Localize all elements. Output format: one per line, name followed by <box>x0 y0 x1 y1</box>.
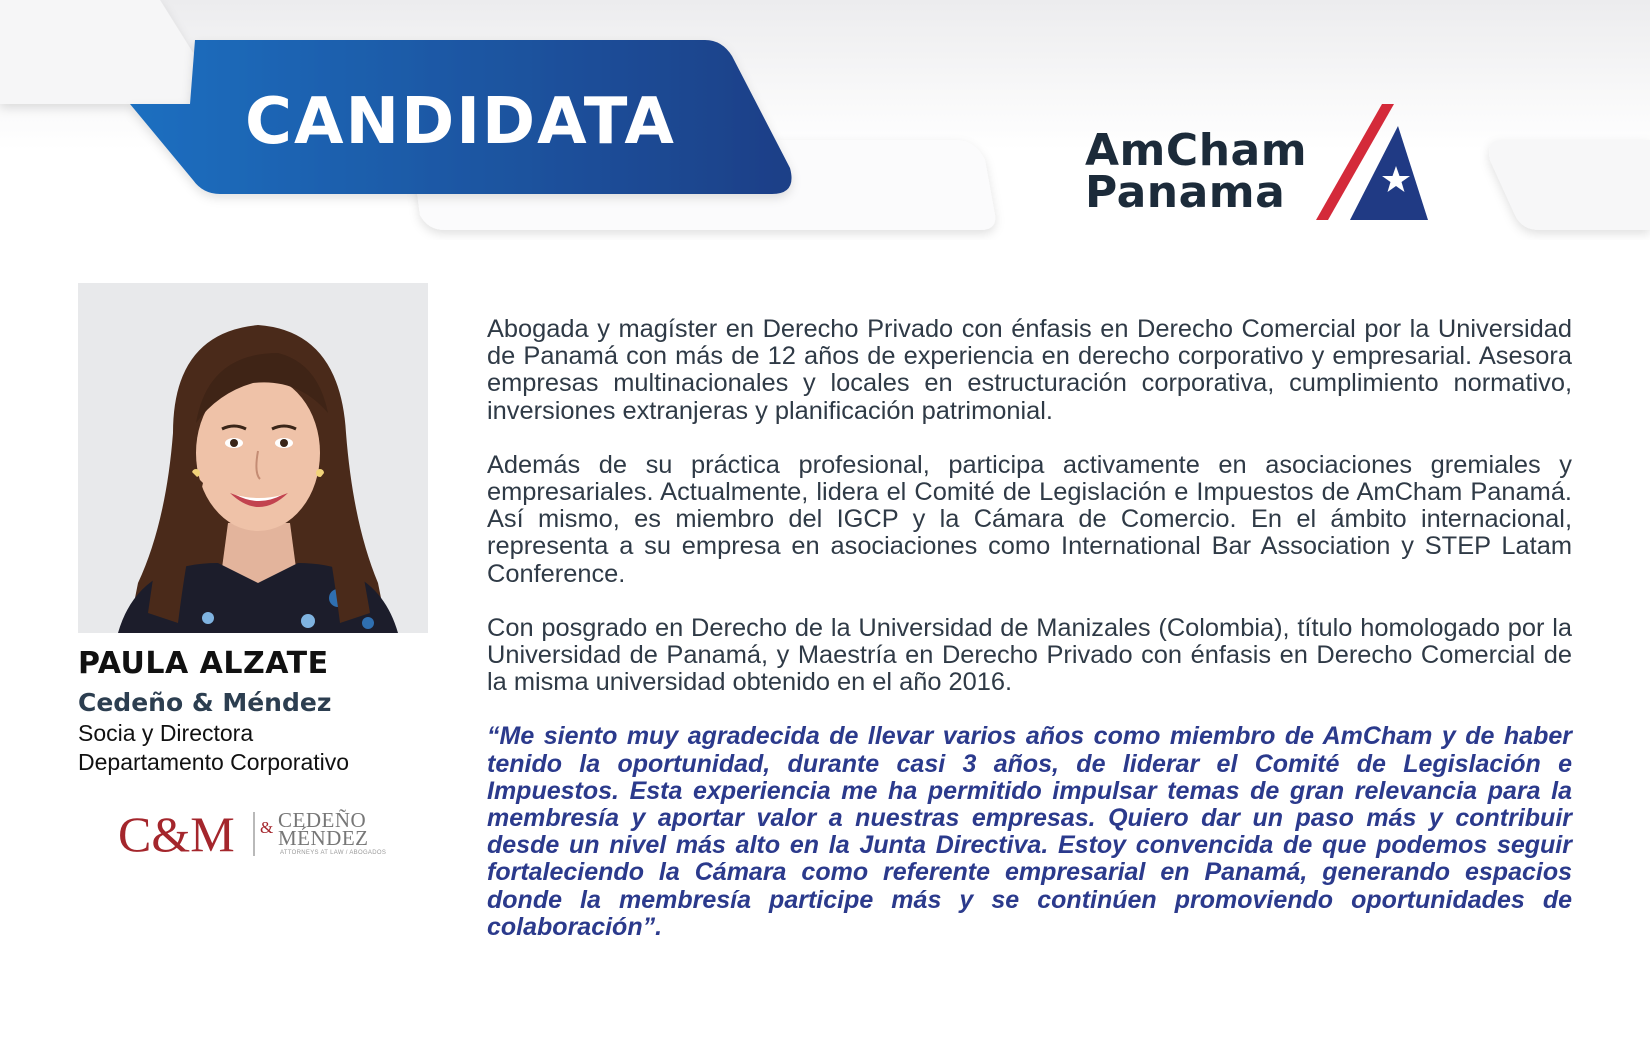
candidate-company: Cedeño & Méndez <box>78 688 332 717</box>
portrait-photo-icon <box>78 283 428 633</box>
firm-logo-line1: CEDEÑO <box>278 808 367 832</box>
candidate-quote: “Me siento muy agradecida de llevar varios años como miembro de AmCham y de haber tenido la oportunidad, durante casi 3 años, de liderar el Comité de Legislación e Impuestos. Esta experiencia me ha permitido impulsar temas de gran relevancia para la membresía y aportar valor a nuestras empresas. Quiero dar un paso más y contribuir desde un nivel más alto en la Junta Directiva. Estoy convencida de que podemos seguir fortaleciendo la Cámara como referente empresarial en Panamá, generando espacios donde la membresía participe más y se continúen promoviendo oportunidades de colaboración”. <box>487 722 1572 941</box>
firm-logo-line2: MÉNDEZ <box>278 826 369 850</box>
firm-logo-divider <box>253 812 255 856</box>
logo-wordmark-line2: Panama <box>1085 167 1286 218</box>
firm-logo-tagline: ATTORNEYS AT LAW / ABOGADOS <box>280 850 387 856</box>
bio-paragraph: Además de su práctica profesional, participa activamente en asociaciones gremiales y empresariales. Actualmente, lidera el Comité de Legislación e Impuestos de AmCham Panamá. Así mismo, es miembro del IGCP y la Cámara de Comercio. En el ámbito internacional, representa a su empresa en asociaciones como International Bar Association y STEP Latam Conference. <box>487 450 1572 588</box>
firm-logo-monogram: C&M <box>118 806 235 862</box>
candidate-role: Socia y Directora <box>78 720 254 746</box>
firm-logo <box>118 806 387 862</box>
candidate-photo <box>78 283 428 633</box>
candidate-name: PAULA ALZATE <box>78 646 329 681</box>
candidate-badge-label: CANDIDATA <box>245 85 676 159</box>
amcham-a-star-icon <box>1310 104 1430 220</box>
logo-wordmark-line1: AmCham <box>1085 125 1308 176</box>
amcham-panama-logo <box>1085 100 1435 230</box>
bio-paragraph: Abogada y magíster en Derecho Privado con énfasis en Derecho Comercial por la Universidad de Panamá con más de 12 años de experiencia en derecho corporativo y empresarial. Asesora empresas multinacionales y locales en estructuración corporativa, cumplimiento normativo, inversiones extranjeras y planificación patrimonial. <box>487 315 1572 425</box>
candidate-bio <box>487 316 1572 941</box>
candidate-department: Departamento Corporativo <box>78 749 350 775</box>
firm-logo-ampersand: & <box>260 818 274 837</box>
bio-paragraph: Con posgrado en Derecho de la Universidad de Manizales (Colombia), título homologado por la Universidad de Panamá, y Maestría en Derecho Privado con énfasis en Derecho Comercial de la misma universidad obtenido en el año 2016. <box>487 613 1572 697</box>
logo-wordmark <box>1085 125 1308 218</box>
